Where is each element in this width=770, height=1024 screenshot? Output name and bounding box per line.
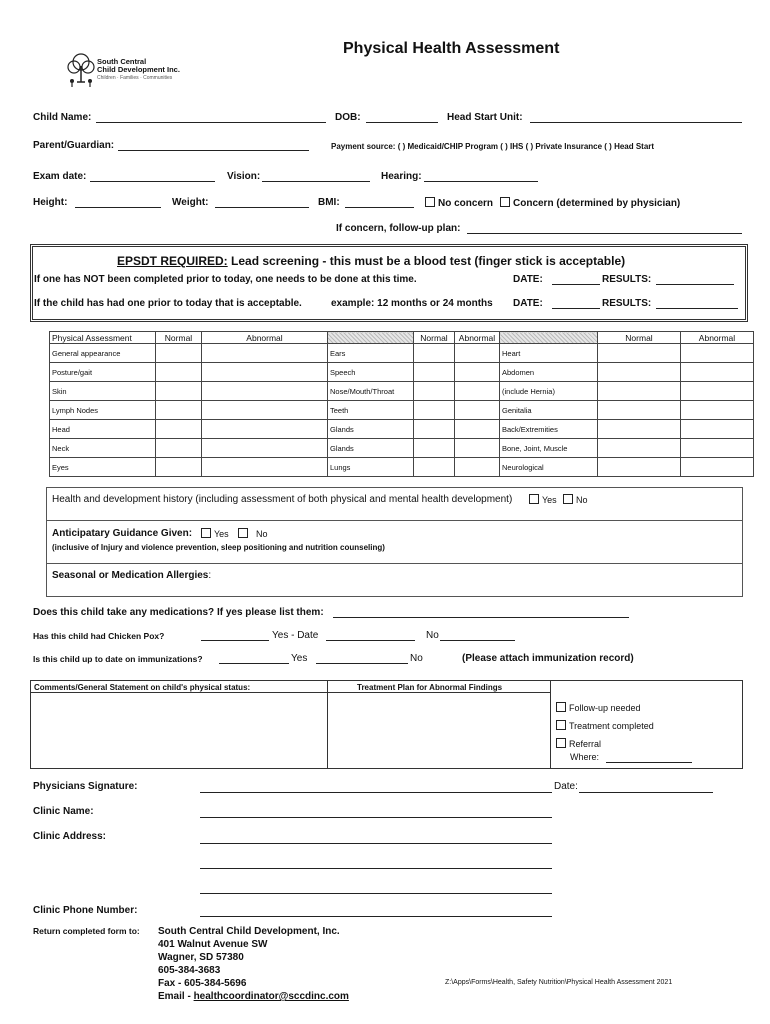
tree-icon [66, 52, 96, 88]
allergies-label [52, 570, 211, 581]
guidance-yes-checkbox[interactable] [201, 528, 211, 538]
epsdt-results1-label: RESULTS: [602, 274, 652, 285]
org-name-line2: Child Development Inc. [97, 65, 180, 74]
physician-signature-field[interactable] [200, 792, 552, 793]
normal-cell[interactable] [598, 363, 681, 382]
header-abnormal-3: Abnormal [681, 332, 754, 344]
payment-head-start[interactable]: ) Head Start [606, 142, 655, 151]
clinic-name-label: Clinic Name: [33, 806, 94, 817]
immunizations-no-label: No [410, 653, 423, 664]
abnormal-cell[interactable] [681, 363, 754, 382]
weight-label: Weight: [172, 197, 209, 208]
item-label: Neurological [500, 458, 598, 477]
guidance-label: Anticipatary Guidance Given: [52, 528, 193, 539]
footer-file-path: Z:\Apps\Forms\Health, Safety Nutrition\Physical Health Assessment 2021 [445, 979, 673, 986]
bmi-field[interactable] [345, 207, 414, 208]
item-label: Glands [328, 420, 414, 439]
parent-guardian-field[interactable] [118, 150, 309, 151]
normal-cell[interactable] [414, 363, 455, 382]
clinic-name-field[interactable] [200, 817, 552, 818]
epsdt-heading-rest: Lead screening - this must be a blood test (finger stick is acceptable) [227, 254, 626, 268]
email-link[interactable]: healthcoordinator@sccdinc.com [193, 991, 349, 1002]
chicken-pox-no-label: No [426, 630, 439, 641]
abnormal-cell[interactable] [202, 439, 328, 458]
abnormal-cell[interactable] [681, 439, 754, 458]
item-label: Abdomen [500, 363, 598, 382]
chicken-pox-yes-field[interactable] [201, 640, 269, 641]
normal-cell[interactable] [414, 439, 455, 458]
followup-needed-label: Follow-up needed [569, 703, 641, 713]
exam-date-field[interactable] [90, 181, 215, 182]
epsdt-date2-label: DATE: [513, 298, 543, 309]
comments-header-divider [30, 692, 550, 693]
guidance-yes-option[interactable] [201, 528, 229, 539]
referral-label: Referral [569, 739, 602, 749]
immunizations-no-field[interactable] [316, 663, 408, 664]
item-label: Glands [328, 439, 414, 458]
vision-field[interactable] [262, 181, 370, 182]
normal-cell[interactable] [598, 382, 681, 401]
header-normal-2: Normal [414, 332, 455, 344]
no-concern-checkbox[interactable] [425, 197, 435, 207]
normal-cell[interactable] [156, 382, 202, 401]
epsdt-results2-field[interactable] [656, 308, 738, 309]
immunizations-note: (Please attach immunization record) [462, 653, 634, 664]
item-label: Teeth [328, 401, 414, 420]
return-address-line: Wagner, SD 57380 [158, 952, 244, 963]
physician-signature-label: Physicians Signature: [33, 781, 138, 792]
guidance-note: (inclusive of Injury and violence prevention, sleep positioning and nutrition counseling) [52, 543, 385, 552]
abnormal-cell[interactable] [202, 363, 328, 382]
table-row [50, 401, 754, 420]
item-label: Head [50, 420, 156, 439]
history-yes-checkbox[interactable] [529, 494, 539, 504]
chicken-pox-no-field[interactable] [440, 640, 515, 641]
normal-cell[interactable] [156, 458, 202, 477]
referral-option[interactable] [556, 738, 601, 749]
table-row [50, 458, 754, 477]
item-label: Back/Extremities [500, 420, 598, 439]
return-address-line: Fax - 605-384-5696 [158, 978, 247, 989]
medications-field[interactable] [333, 617, 629, 618]
item-label: Bone, Joint, Muscle [500, 439, 598, 458]
followup-needed-option[interactable] [556, 702, 641, 713]
normal-cell[interactable] [414, 458, 455, 477]
no-concern-option[interactable] [425, 197, 493, 209]
head-start-unit-field[interactable] [530, 122, 742, 123]
height-field[interactable] [75, 207, 161, 208]
abnormal-cell[interactable] [455, 439, 500, 458]
comments-col-divider-2 [550, 680, 551, 768]
org-name-line1: South Central [97, 57, 147, 66]
signature-date-label: Date: [554, 781, 578, 792]
history-yes-option[interactable] [529, 494, 557, 505]
item-label: Posture/gait [50, 363, 156, 382]
epsdt-date1-field[interactable] [552, 284, 600, 285]
comments-col-divider-1 [327, 680, 328, 768]
weight-field[interactable] [215, 207, 309, 208]
clinic-address-label: Clinic Address: [33, 831, 106, 842]
followup-needed-checkbox[interactable] [556, 702, 566, 712]
comments-header: Comments/General Statement on child's physical status: [34, 683, 251, 692]
medications-question: Does this child take any medications? If yes please list them: [33, 607, 324, 618]
abnormal-cell[interactable] [202, 420, 328, 439]
item-label: Eyes [50, 458, 156, 477]
allergies-colon: : [208, 570, 212, 581]
item-label: Genitalia [500, 401, 598, 420]
email-prefix: Email - [158, 991, 194, 1002]
return-address-line: 401 Walnut Avenue SW [158, 939, 268, 950]
dob-field[interactable] [366, 122, 438, 123]
normal-cell[interactable] [156, 363, 202, 382]
epsdt-example: example: 12 months or 24 months [331, 298, 493, 309]
history-no-option[interactable] [563, 494, 588, 505]
guidance-yes-label: Yes [214, 529, 229, 539]
treatment-plan-header: Treatment Plan for Abnormal Findings [357, 683, 503, 692]
immunizations-yes-field[interactable] [219, 663, 289, 664]
immunizations-question: Is this child up to date on immunizations? [33, 654, 203, 664]
normal-cell[interactable] [156, 401, 202, 420]
child-name-label: Child Name: [33, 112, 92, 123]
concern-label: Concern (determined by physician) [513, 198, 681, 209]
epsdt-date2-field[interactable] [552, 308, 600, 309]
clinic-phone-field[interactable] [200, 916, 552, 917]
history-divider-2 [46, 563, 743, 564]
followup-plan-label: If concern, follow-up plan: [336, 223, 461, 234]
signature-date-field[interactable] [579, 792, 713, 793]
header-abnormal: Abnormal [202, 332, 328, 344]
return-address-line: South Central Child Development, Inc. [158, 926, 340, 937]
clinic-address-field-2[interactable] [200, 868, 552, 869]
org-tagline: Children · Families · Communities [97, 75, 173, 81]
chicken-pox-date-field[interactable] [326, 640, 415, 641]
dob-label: DOB: [335, 112, 361, 123]
header-blank-2 [328, 332, 414, 344]
table-row [50, 363, 754, 382]
normal-cell[interactable] [598, 439, 681, 458]
abnormal-cell[interactable] [455, 420, 500, 439]
epsdt-line1: If one has NOT been completed prior to today, one needs to be done at this time. [34, 274, 417, 285]
table-row [50, 439, 754, 458]
where-field[interactable] [606, 762, 692, 763]
header-normal: Normal [156, 332, 202, 344]
item-label: Skin [50, 382, 156, 401]
hearing-label: Hearing: [381, 171, 422, 182]
normal-cell[interactable] [598, 401, 681, 420]
item-label: (include Hernia) [500, 382, 598, 401]
return-address [158, 925, 349, 1003]
exam-date-label: Exam date: [33, 171, 87, 182]
no-concern-label: No concern [438, 198, 494, 209]
physical-assessment-table [49, 331, 754, 477]
normal-cell[interactable] [156, 439, 202, 458]
chicken-pox-question: Has this child had Chicken Pox? [33, 631, 165, 641]
payment-private[interactable]: ) Private Insurance ( [528, 142, 607, 151]
abnormal-cell[interactable] [202, 458, 328, 477]
history-no-checkbox[interactable] [563, 494, 573, 504]
abnormal-cell[interactable] [681, 401, 754, 420]
abnormal-cell[interactable] [681, 382, 754, 401]
abnormal-cell[interactable] [202, 382, 328, 401]
abnormal-cell[interactable] [202, 344, 328, 363]
epsdt-line2: If the child has had one prior to today that is acceptable. [34, 298, 302, 309]
item-label: General appearance [50, 344, 156, 363]
org-logo [66, 50, 184, 90]
item-label: Neck [50, 439, 156, 458]
abnormal-cell[interactable] [455, 344, 500, 363]
abnormal-cell[interactable] [681, 458, 754, 477]
abnormal-cell[interactable] [455, 363, 500, 382]
history-yes-label: Yes [542, 495, 557, 505]
normal-cell[interactable] [414, 382, 455, 401]
treatment-completed-label: Treatment completed [569, 721, 654, 731]
payment-medicaid[interactable]: ) Medicaid/CHIP Program ( [400, 142, 503, 151]
hearing-field[interactable] [424, 181, 538, 182]
guidance-no-label: No [256, 529, 268, 539]
treatment-plan-field[interactable] [331, 696, 547, 764]
epsdt-heading [117, 254, 625, 268]
normal-cell[interactable] [598, 344, 681, 363]
header-physical-assessment: Physical Assessment [50, 332, 156, 344]
item-label: Lymph Nodes [50, 401, 156, 420]
return-email-line [158, 990, 349, 1003]
referral-checkbox[interactable] [556, 738, 566, 748]
epsdt-required-label: EPSDT REQUIRED: [117, 254, 228, 268]
item-label: Nose/Mouth/Throat [328, 382, 414, 401]
payment-source [331, 142, 654, 151]
abnormal-cell[interactable] [681, 344, 754, 363]
clinic-address-field-3[interactable] [200, 893, 552, 894]
head-start-unit-label: Head Start Unit: [447, 112, 523, 123]
item-label: Lungs [328, 458, 414, 477]
header-normal-3: Normal [598, 332, 681, 344]
normal-cell[interactable] [598, 458, 681, 477]
comments-field[interactable] [34, 696, 324, 764]
vision-label: Vision: [227, 171, 261, 182]
concern-option[interactable] [500, 197, 680, 209]
normal-cell[interactable] [598, 420, 681, 439]
treatment-completed-option[interactable] [556, 720, 654, 731]
guidance-no-option[interactable] [238, 528, 268, 539]
history-divider-1 [46, 520, 743, 521]
return-to-label: Return completed form to: [33, 926, 140, 936]
followup-plan-field[interactable] [467, 233, 742, 234]
table-header-row [50, 332, 754, 344]
table-row [50, 382, 754, 401]
header-abnormal-2: Abnormal [455, 332, 500, 344]
item-label: Ears [328, 344, 414, 363]
bmi-label: BMI: [318, 197, 340, 208]
parent-guardian-label: Parent/Guardian: [33, 140, 115, 151]
normal-cell[interactable] [414, 401, 455, 420]
chicken-pox-yes-date-label: Yes - Date [272, 630, 319, 641]
normal-cell[interactable] [414, 344, 455, 363]
abnormal-cell[interactable] [455, 382, 500, 401]
page-title: Physical Health Assessment [343, 40, 560, 57]
epsdt-results1-field[interactable] [656, 284, 734, 285]
header-blank-3 [500, 332, 598, 344]
normal-cell[interactable] [156, 420, 202, 439]
history-label: Health and development history (including assessment of both physical and mental health development) [52, 494, 513, 505]
payment-source-label: Payment source: ( [331, 142, 401, 151]
payment-ihs[interactable]: ) IHS ( [502, 142, 529, 151]
abnormal-cell[interactable] [681, 420, 754, 439]
abnormal-cell[interactable] [455, 458, 500, 477]
treatment-completed-checkbox[interactable] [556, 720, 566, 730]
guidance-no-checkbox[interactable] [238, 528, 248, 538]
where-label: Where: [570, 752, 600, 762]
normal-cell[interactable] [414, 420, 455, 439]
history-no-label: No [576, 495, 588, 505]
normal-cell[interactable] [156, 344, 202, 363]
return-address-line: 605-384-3683 [158, 965, 221, 976]
item-label: Speech [328, 363, 414, 382]
abnormal-cell[interactable] [202, 401, 328, 420]
abnormal-cell[interactable] [455, 401, 500, 420]
table-row [50, 344, 754, 363]
clinic-phone-label: Clinic Phone Number: [33, 905, 138, 916]
epsdt-results2-label: RESULTS: [602, 298, 652, 309]
height-label: Height: [33, 197, 68, 208]
concern-checkbox[interactable] [500, 197, 510, 207]
epsdt-date1-label: DATE: [513, 274, 543, 285]
clinic-address-field-1[interactable] [200, 843, 552, 844]
child-name-field[interactable] [96, 122, 326, 123]
allergies-label-text: Seasonal or Medication Allergies [52, 570, 209, 581]
table-row [50, 420, 754, 439]
item-label: Heart [500, 344, 598, 363]
immunizations-yes-label: Yes [291, 653, 308, 664]
